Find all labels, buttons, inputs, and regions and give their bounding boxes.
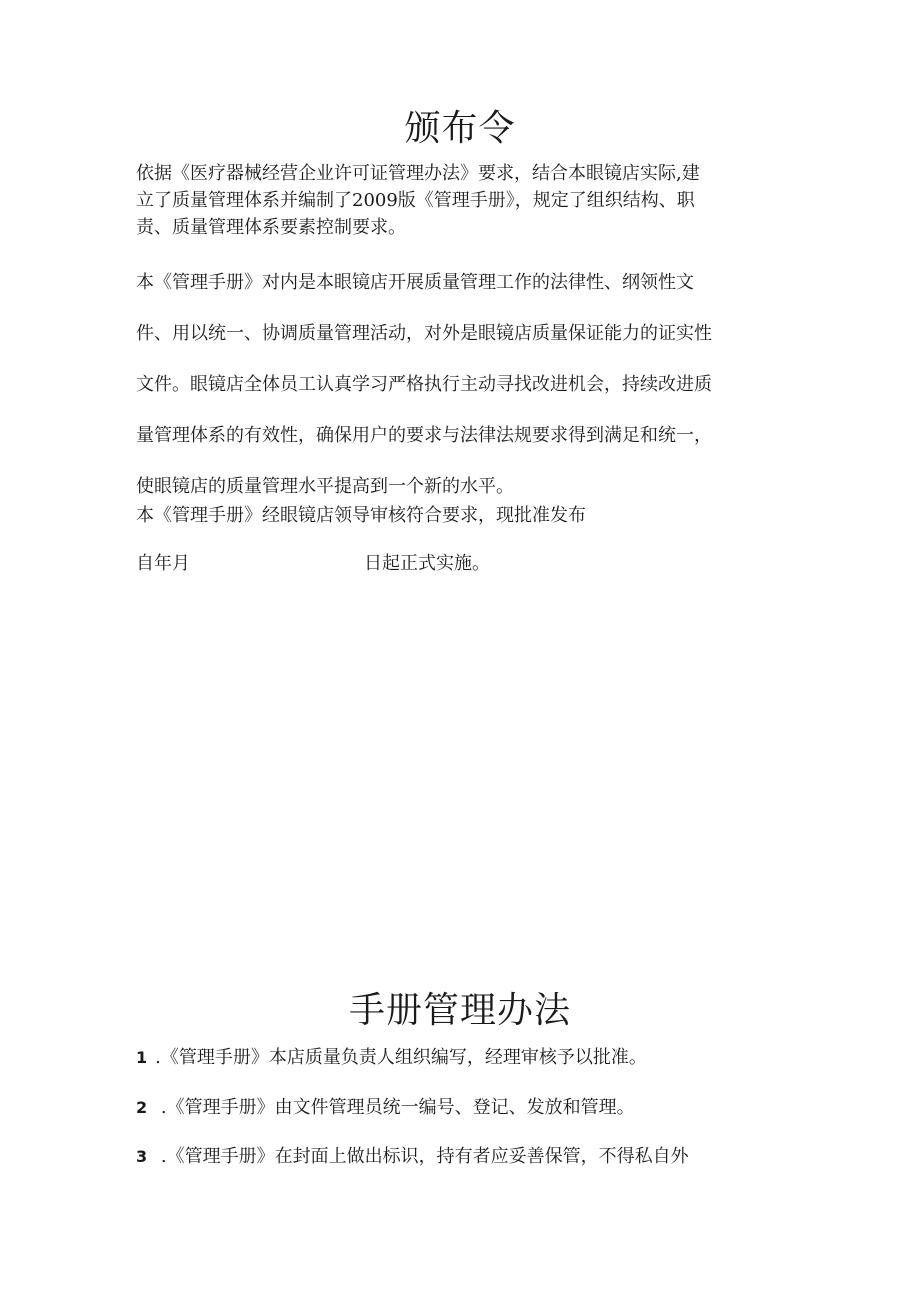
decree-p2-line-2: 件、用以统一、协调质量管理活动，对外是眼镜店质量保证能力的证实性	[136, 323, 712, 344]
decree-p2-line-3: 文件。眼镜店全体员工认真学习严格执行主动寻找改进机会，持续改进质	[136, 374, 712, 395]
list-item-number: 2	[136, 1098, 148, 1117]
decree-p1-line-3: 责、质量管理体系要素控制要求。	[136, 217, 406, 238]
list-item	[136, 1044, 647, 1071]
list-item-number: 1	[136, 1048, 148, 1067]
list-item	[136, 1094, 635, 1121]
list-item	[136, 1143, 689, 1170]
effective-date-prefix: 自年月	[136, 553, 190, 574]
decree-paragraph-1	[136, 160, 786, 241]
decree-paragraph-2	[136, 257, 786, 512]
list-item-text: .《管理手册》本店质量负责人组织编写，经理审核予以批准。	[155, 1047, 647, 1068]
decree-p2-line-4: 量管理体系的有效性，确保用户的要求与法律法规要求得到满足和统一，	[136, 425, 712, 446]
effective-date-suffix: 日起正式实施。	[364, 553, 490, 574]
decree-p1-line-1: 依据《医疗器械经营企业许可证管理办法》要求，结合本眼镜店实际,建	[136, 163, 700, 184]
decree-p2-line-5: 使眼镜店的质量管理水平提高到一个新的水平。	[136, 476, 514, 497]
list-item-number: 3	[136, 1147, 148, 1166]
list-item-text: .《管理手册》由文件管理员统一编号、登记、发放和管理。	[155, 1097, 635, 1118]
decree-paragraph-3: 本《管理手册》经眼镜店领导审核符合要求，现批准发布	[136, 505, 586, 526]
decree-p2-line-1: 本《管理手册》对内是本眼镜店开展质量管理工作的法律性、纲领性文	[136, 272, 694, 293]
manual-management-title: 手册管理办法	[348, 990, 571, 1031]
list-item-text: .《管理手册》在封面上做出标识，持有者应妥善保管，不得私自外	[155, 1146, 689, 1167]
decree-title: 颁布令	[404, 108, 516, 149]
decree-paragraph-4	[136, 550, 786, 577]
decree-p1-line-2: 立了质量管理体系并编制了2009版《管理手册》，规定了组织结构、职	[136, 190, 695, 211]
